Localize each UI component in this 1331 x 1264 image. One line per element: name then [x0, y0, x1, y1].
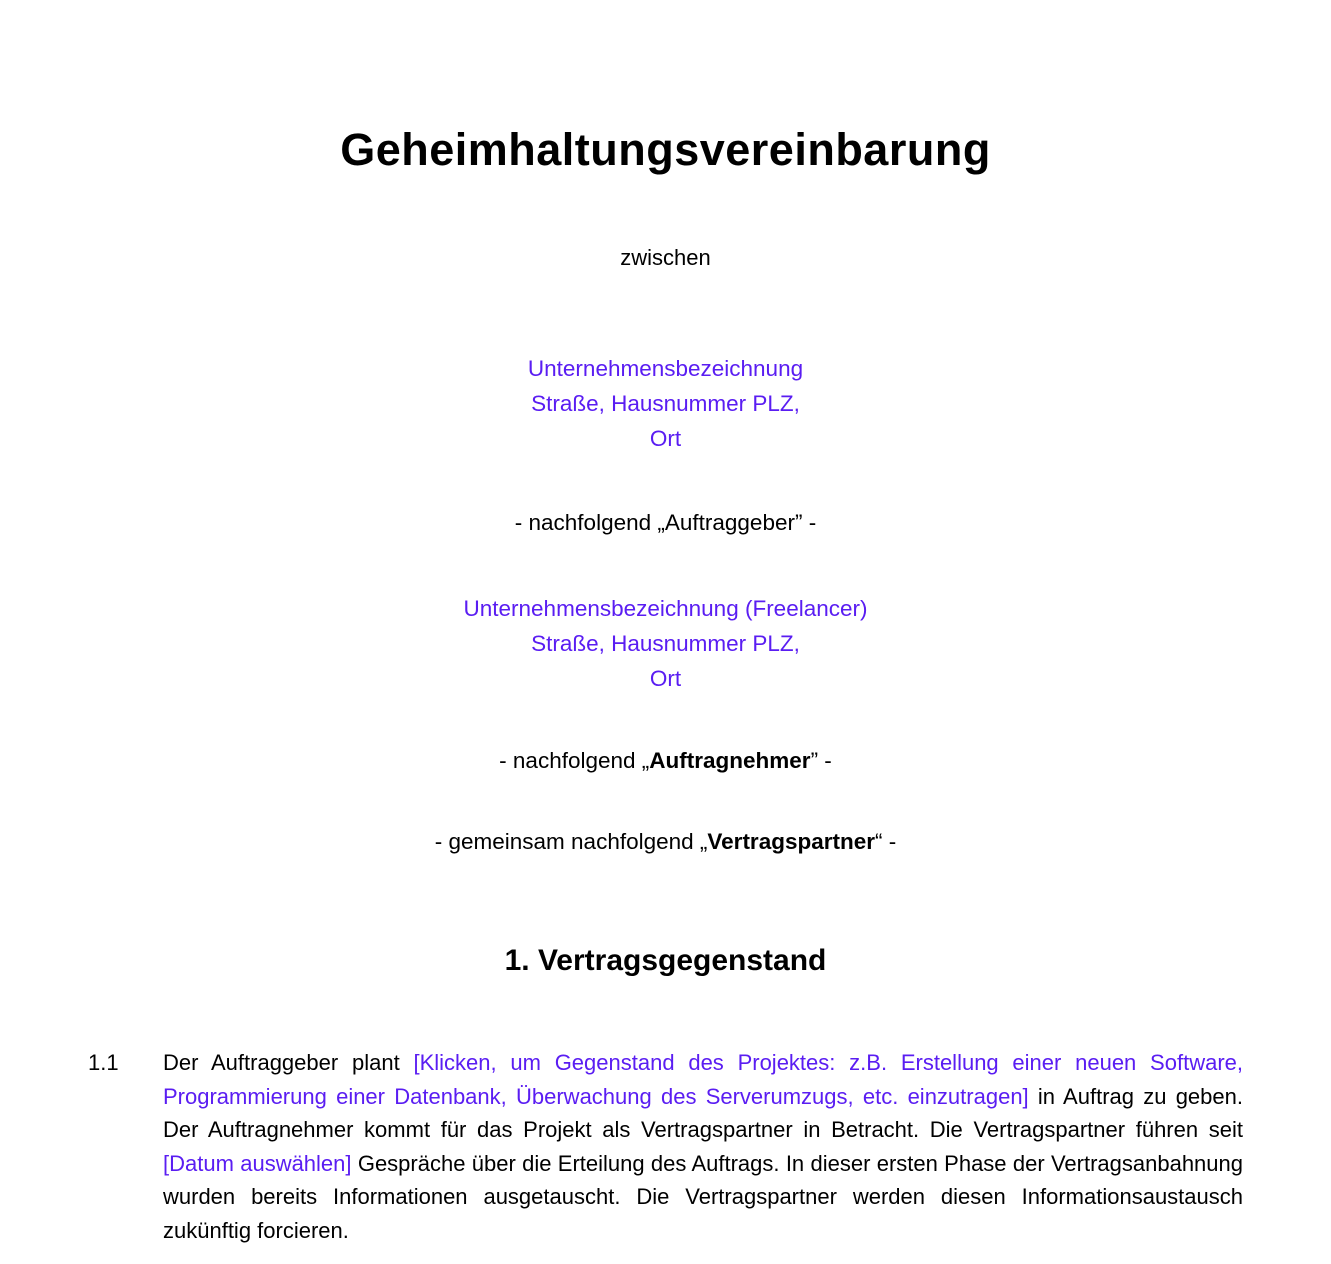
- party2-name: Auftragnehmer: [649, 748, 811, 773]
- clause-number: 1.1: [88, 1050, 119, 1075]
- joint-designation-note: [88, 825, 1243, 858]
- clause-text: [163, 1050, 1243, 1243]
- placeholder-field[interactable]: [Datum auswählen]: [163, 1150, 352, 1176]
- note-prefix: - gemeinsam nachfolgend „: [434, 829, 708, 854]
- note-suffix: ” -: [794, 510, 817, 535]
- party2-placeholder-block[interactable]: [88, 591, 1243, 696]
- clause-text-run: Gespräche über die Erteilung des Auftrags. In dieser ersten Phase der Vertragsanbahnung wurden bereits Informationen ausgetauscht. Die Vertragspartner werden diesen Informationsaustausch zukünftig forcieren.: [163, 1150, 1244, 1243]
- party2-designation-note: [88, 744, 1243, 777]
- note-prefix: - nachfolgend „: [514, 510, 665, 535]
- party2-street-line[interactable]: Straße, Hausnummer PLZ,: [531, 631, 800, 656]
- party1-city-line[interactable]: Ort: [649, 426, 682, 451]
- party2-company-line[interactable]: Unternehmensbezeichnung (Freelancer): [463, 596, 868, 621]
- between-label: zwischen: [620, 245, 711, 270]
- note-prefix: - nachfolgend „: [499, 748, 650, 773]
- party2-city-line[interactable]: Ort: [649, 666, 682, 691]
- clause-text-run: in Auftrag zu geben. Der Auftragnehmer kommt für das Projekt als Vertragspartner in Betracht. Die Vertragspartner führen seit: [163, 1083, 1243, 1142]
- section1-heading: 1. Vertragsgegenstand: [504, 944, 827, 977]
- party1-designation-note: [88, 506, 1243, 539]
- document-title: Geheimhaltungsvereinbarung: [340, 124, 991, 175]
- joint-name: Vertragspartner: [707, 829, 875, 854]
- party1-street-line[interactable]: Straße, Hausnummer PLZ,: [531, 391, 800, 416]
- clause-1-1: [88, 1046, 1243, 1247]
- party1-company-line[interactable]: Unternehmensbezeichnung: [527, 356, 804, 381]
- clause-text-run: Der Auftraggeber plant: [163, 1050, 414, 1075]
- placeholder-field[interactable]: [Klicken, um Gegenstand des Projektes: z.B. Erstellung einer neuen Software, Programmierung einer Datenbank, Überwachung des Serverumzugs, etc. einzutragen]: [163, 1050, 1243, 1109]
- note-suffix: ” -: [810, 748, 832, 773]
- party1-name: Auftraggeber: [664, 510, 795, 535]
- party1-placeholder-block[interactable]: [88, 351, 1243, 456]
- note-suffix: “ -: [874, 829, 897, 854]
